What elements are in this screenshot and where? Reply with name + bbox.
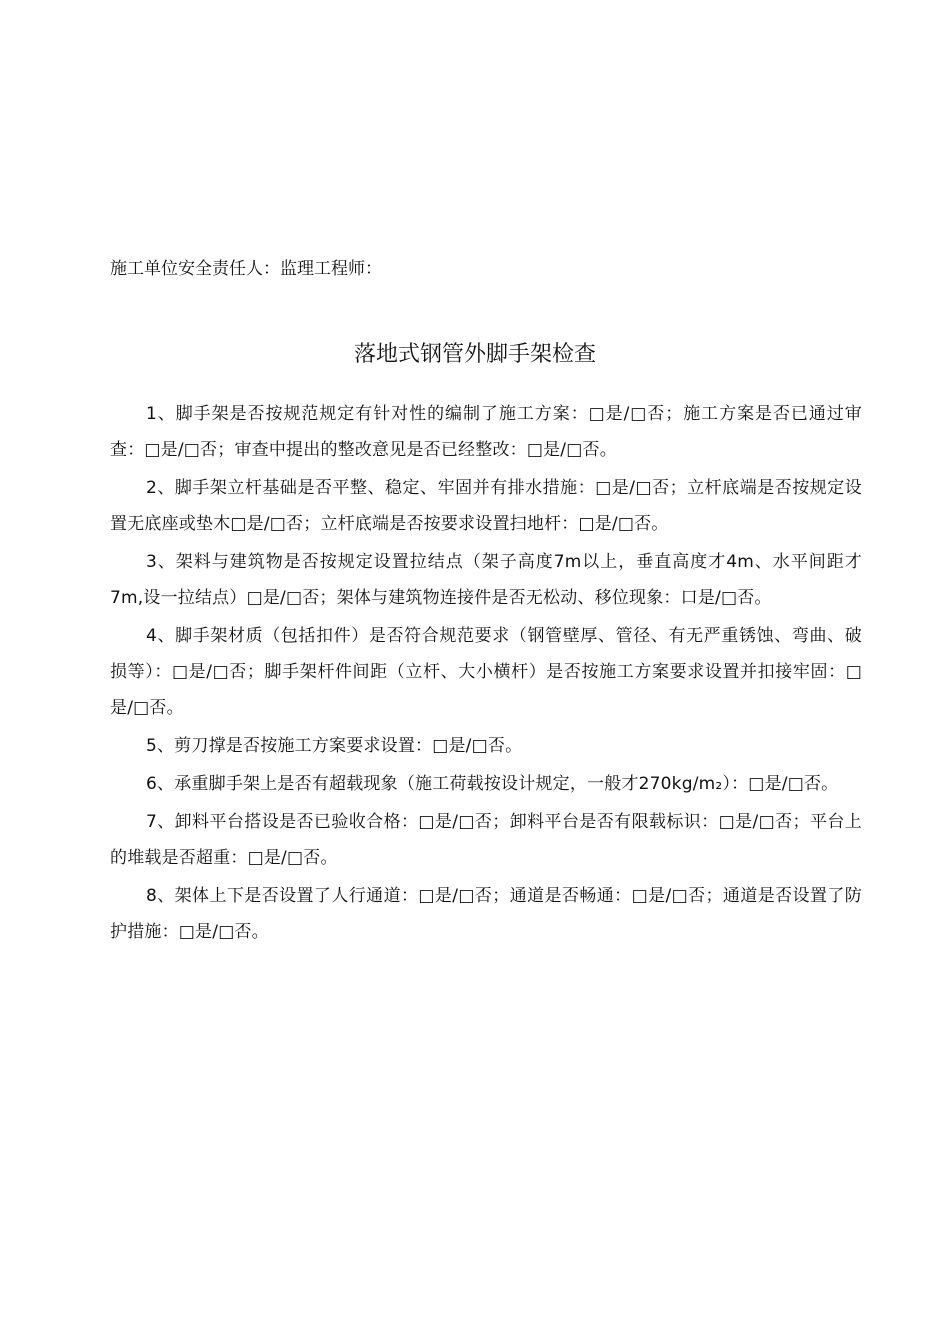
document-title: 落地式钢管外脚手架检查 bbox=[353, 342, 596, 367]
signature-line: 施工单位安全责任人：监理工程师： bbox=[110, 259, 382, 279]
checklist-item-8: 8、架体上下是否设置了人行通道：□是/□否；通道是否畅通：□是/□否；通道是否设置了防护措施：□是/□否。 bbox=[110, 886, 862, 942]
checklist-item-1: 1、脚手架是否按规范规定有针对性的编制了施工方案：□是/□否；施工方案是否已通过审查：□是/□否；审查中提出的整改意见是否已经整改：□是/□否。 bbox=[110, 404, 862, 460]
checklist bbox=[110, 396, 862, 952]
checklist-item-3: 3、架料与建筑物是否按规定设置拉结点（架子高度7m以上，垂直高度才4m、水平间距才7m,设一拉结点）□是/□否；架体与建筑物连接件是否无松动、移位现象：口是/□否。 bbox=[110, 552, 862, 608]
checklist-item-5: 5、剪刀撑是否按施工方案要求设置：□是/□否。 bbox=[146, 736, 523, 756]
checklist-item-4: 4、脚手架材质（包括扣件）是否符合规范要求（钢管壁厚、管径、有无严重锈蚀、弯曲、破损等）：□是/□否；脚手架杆件间距（立杆、大小横杆）是否按施工方案要求设置并扣接牢固：□是/□否。 bbox=[110, 626, 862, 718]
checklist-item-2: 2、脚手架立杆基础是否平整、稳定、牢固并有排水措施：□是/□否；立杆底端是否按规定设置无底座或垫木□是/□否；立杆底端是否按要求设置扫地杆：□是/□否。 bbox=[110, 478, 862, 534]
checklist-item-7: 7、卸料平台搭设是否已验收合格：□是/□否；卸料平台是否有限载标识：□是/□否；平台上的堆载是否超重：□是/□否。 bbox=[110, 812, 862, 868]
checklist-item-6: 6、承重脚手架上是否有超载现象（施工荷载按设计规定，一般才270kg/m₂）：□是/□否。 bbox=[146, 774, 839, 794]
